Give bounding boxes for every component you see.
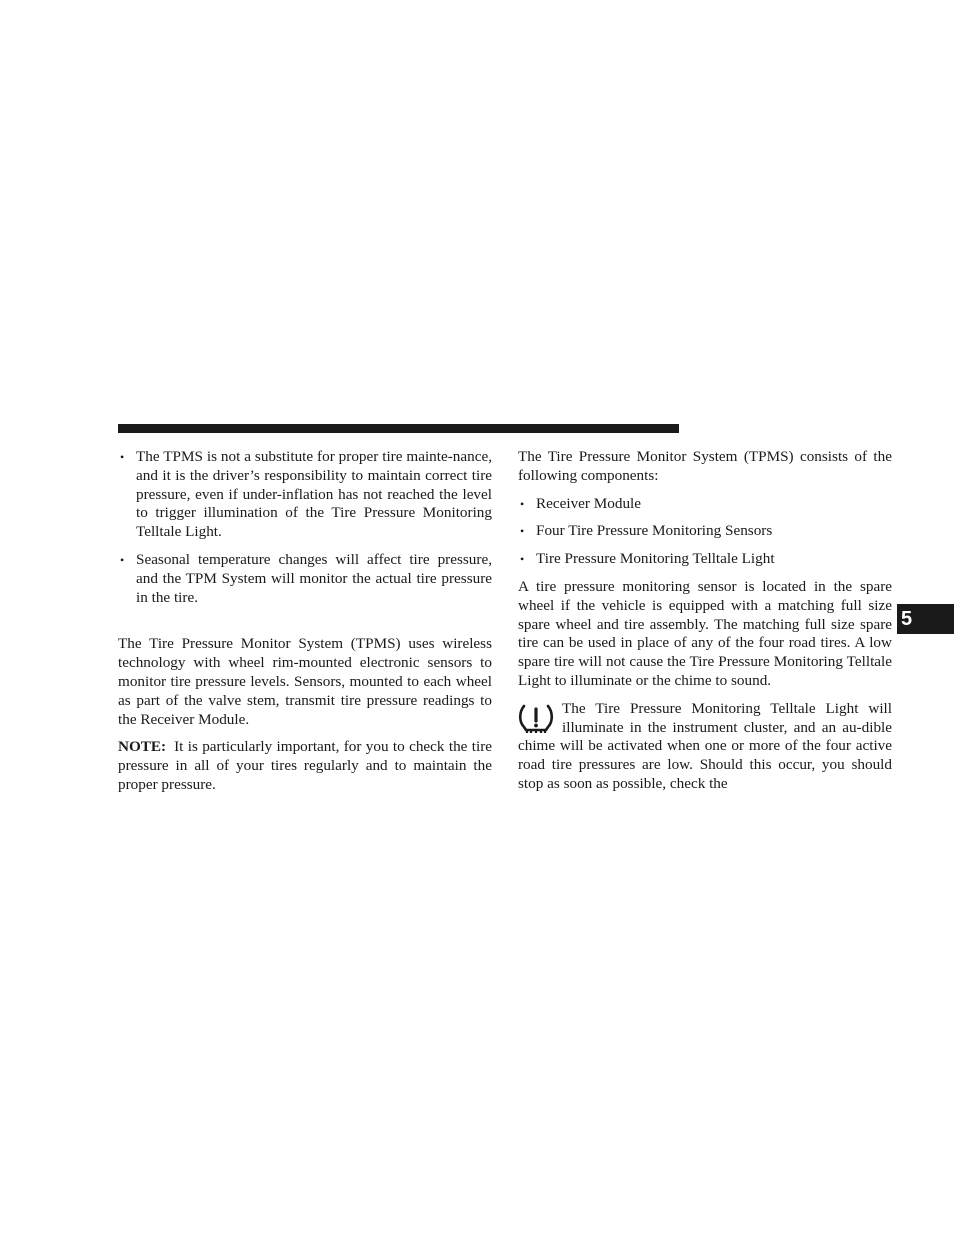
components-list: [518, 495, 892, 569]
list-item: • Tire Pressure Monitoring Telltale Light: [518, 550, 892, 569]
list-item: • Receiver Module: [518, 495, 892, 514]
header-rule: [118, 424, 679, 433]
tpms-description: The Tire Pressure Monitor System (TPMS) uses wireless technology with wheel rim-mounted electronic sensors to monitor tire pressure levels. Sensors, mounted to each wheel as part of the valve stem, transmit tire pressure readings to the Receiver Module.: [118, 635, 492, 728]
list-item: • Four Tire Pressure Monitoring Sensors: [518, 522, 892, 541]
spare-tire-paragraph: A tire pressure monitoring sensor is located in the spare wheel if the vehicle is equipped with a matching full size spare wheel and tire assembly. The matching full size spare tire can be used in place of any of the four road tires. A low spare tire will not cause the Tire Pressure Monitoring Telltale Light to illuminate or the chime to sound.: [518, 577, 892, 689]
list-item: • Seasonal temperature changes will affect tire pressure, and the TPM System will monitor the actual tire pressure in the tire.: [118, 551, 492, 607]
telltale-section: [518, 700, 892, 794]
section-tab: 5: [897, 604, 954, 634]
caution-list: [118, 448, 492, 607]
telltale-paragraph: The Tire Pressure Monitoring Telltale Light will illuminate in the instrument cluster, and an au-dible chime will be activated when one or more of the four active road tire pressures are low. Should this occur, you should stop as soon as possible, check the: [518, 699, 892, 792]
note-text: It is particularly important, for you to check the tire pressure in all of your tires regularly and to maintain the proper pressure.: [118, 738, 492, 793]
note-paragraph: [118, 738, 492, 794]
note-label: NOTE:: [118, 738, 167, 756]
left-column: [118, 448, 492, 795]
right-column: [518, 448, 892, 794]
components-intro: The Tire Pressure Monitor System (TPMS) consists of the following components:: [518, 448, 892, 484]
list-item: • The TPMS is not a substitute for proper tire mainte-nance, and it is the driver’s responsibility to maintain correct tire pressure, even if under-inflation has not reached the level to trigger illumination of the Tire Pressure Monitoring Telltale Light.: [118, 448, 492, 542]
tire-pressure-warning-icon: [518, 702, 554, 736]
